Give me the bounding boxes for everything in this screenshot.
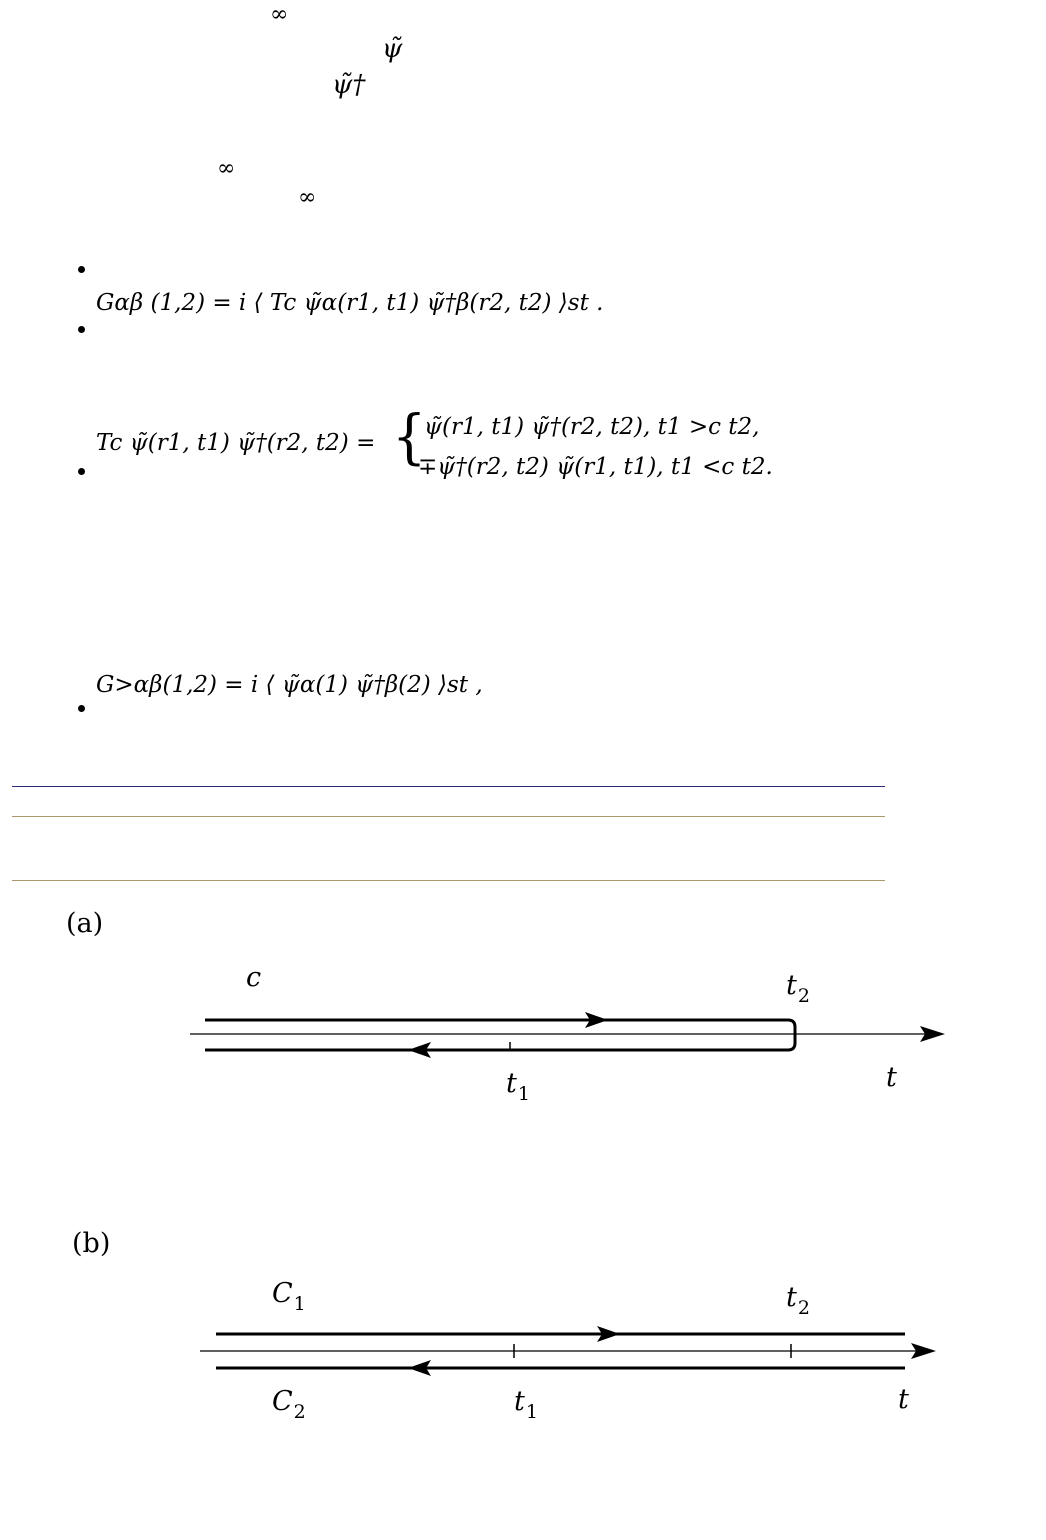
fig-b-c1-sub: 1: [293, 1293, 306, 1315]
panel-b-label: (b): [72, 1228, 111, 1259]
greater-green-function-equation: G>αβ(1,2) = i ⟨ ψ̃α(1) ψ̃†β(2) ⟩st ,: [96, 672, 483, 698]
fig-b-axis-t-label: t: [898, 1384, 909, 1415]
time-ordering-lhs: Tc ψ̃(r1, t1) ψ̃†(r2, t2) =: [96, 430, 376, 456]
fig-a-t1-letter: t: [506, 1068, 517, 1099]
psi-tilde-dagger-symbol: ψ̃†: [332, 70, 366, 100]
keldysh-contour-b: [200, 1326, 936, 1376]
green-function-equation: Gαβ (1,2) = i ⟨ Tc ψ̃α(r1, t1) ψ̃†β(r2, t2) ⟩st .: [96, 290, 604, 316]
infinity-symbol-3: ∞: [298, 185, 317, 210]
fig-a-t2-letter: t: [786, 970, 797, 1001]
fig-b-t2-label: [786, 1282, 810, 1319]
fig-b-t1-sub: 1: [525, 1401, 538, 1423]
fig-b-c2-letter: C: [272, 1386, 293, 1417]
contour-path-a: [205, 1020, 795, 1050]
fig-b-c2-label: [272, 1386, 306, 1423]
fig-a-t2-sub: 2: [797, 985, 810, 1007]
case-brace: {: [392, 401, 427, 472]
fig-b-c2-sub: 2: [293, 1401, 306, 1423]
fig-b-c1-letter: C: [272, 1278, 293, 1309]
contour-c-label: c: [246, 962, 262, 993]
keldysh-contour-a: [190, 1012, 945, 1058]
time-ordering-case-1: ψ̃(r1, t1) ψ̃†(r2, t2), t1 >c t2,: [424, 414, 760, 440]
fig-b-t1-letter: t: [514, 1386, 525, 1417]
psi-tilde-symbol: ψ̃: [382, 34, 403, 64]
fig-b-c1-label: [272, 1278, 306, 1315]
fig-b-t2-sub: 2: [797, 1297, 810, 1319]
fig-a-t1-sub: 1: [517, 1083, 530, 1105]
fig-b-t1-label: [514, 1386, 538, 1423]
fig-b-t2-letter: t: [786, 1282, 797, 1313]
infinity-symbol-1: ∞: [270, 2, 289, 27]
fig-a-axis-t-label: t: [886, 1062, 897, 1093]
panel-a-label: (a): [66, 908, 104, 939]
time-ordering-case-2: ∓ψ̃†(r2, t2) ψ̃(r1, t1), t1 <c t2.: [418, 454, 773, 480]
infinity-symbol-2: ∞: [217, 156, 236, 181]
